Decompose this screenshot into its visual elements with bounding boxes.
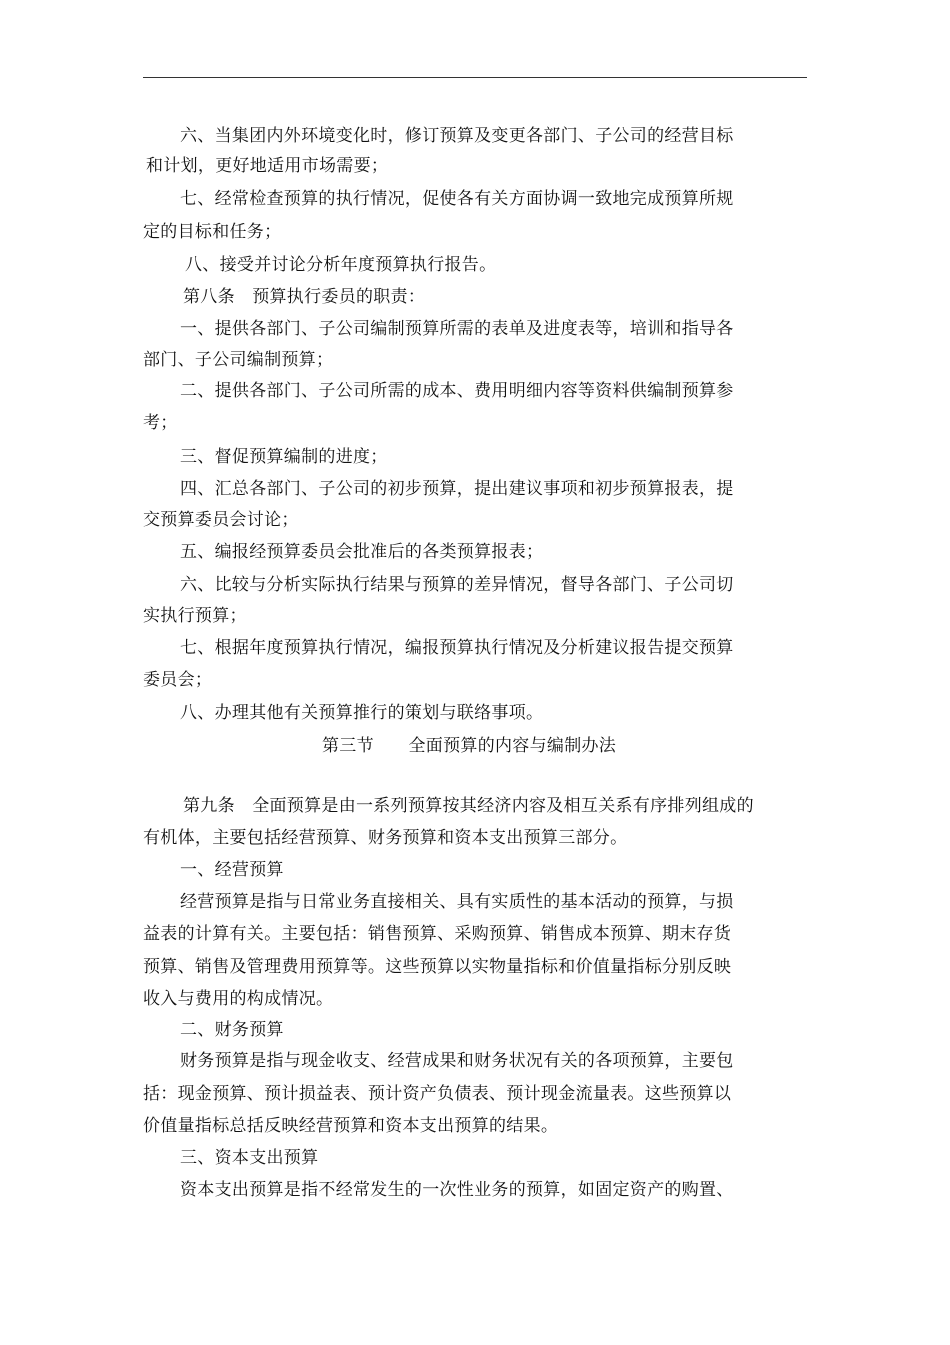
text-line: 有机体，主要包括经营预算、财务预算和资本支出预算三部分。 — [143, 828, 628, 848]
text-line: 六、当集团内外环境变化时，修订预算及变更各部门、子公司的经营目标 — [180, 126, 734, 146]
text-line: 预算、销售及管理费用预算等。这些预算以实物量指标和价值量指标分别反映 — [143, 957, 732, 977]
text-line: 八、接受并讨论分析年度预算执行报告。 — [185, 255, 497, 275]
text-line: 实执行预算； — [143, 606, 247, 626]
text-line: 部门、子公司编制预算； — [143, 350, 334, 370]
text-line: 七、根据年度预算执行情况，编报预算执行情况及分析建议报告提交预算 — [180, 638, 734, 658]
text-line: 八、办理其他有关预算推行的策划与联络事项。 — [180, 703, 544, 723]
text-line: 益表的计算有关。主要包括：销售预算、采购预算、销售成本预算、期末存货 — [143, 924, 732, 944]
text-line: 定的目标和任务； — [143, 222, 282, 242]
subheading: 二、财务预算 — [180, 1020, 284, 1040]
text-line: 委员会； — [143, 670, 213, 690]
text-line: 资本支出预算是指不经常发生的一次性业务的预算，如固定资产的购置、 — [180, 1180, 734, 1200]
text-line: 和计划，更好地适用市场需要； — [146, 156, 389, 176]
subheading: 三、资本支出预算 — [180, 1148, 319, 1168]
text-line: 收入与费用的构成情况。 — [143, 989, 334, 1009]
text-line: 一、提供各部门、子公司编制预算所需的表单及进度表等，培训和指导各 — [180, 319, 734, 339]
text-line: 第九条 全面预算是由一系列预算按其经济内容及相互关系有序排列组成的 — [183, 796, 754, 816]
text-line: 括：现金预算、预计损益表、预计资产负债表、预计现金流量表。这些预算以 — [143, 1084, 732, 1104]
text-line: 考； — [143, 413, 178, 433]
text-line: 价值量指标总括反映经营预算和资本支出预算的结果。 — [143, 1116, 559, 1136]
section-heading: 第三节 全面预算的内容与编制办法 — [322, 736, 617, 756]
text-line: 二、提供各部门、子公司所需的成本、费用明细内容等资料供编制预算参 — [180, 381, 734, 401]
text-line: 经营预算是指与日常业务直接相关、具有实质性的基本活动的预算，与损 — [180, 892, 734, 912]
text-line: 四、汇总各部门、子公司的初步预算，提出建议事项和初步预算报表，提 — [180, 479, 734, 499]
text-line: 三、督促预算编制的进度； — [180, 447, 388, 467]
text-line: 财务预算是指与现金收支、经营成果和财务状况有关的各项预算，主要包 — [180, 1051, 734, 1071]
text-line: 交预算委员会讨论； — [143, 510, 299, 530]
text-line: 五、编报经预算委员会批准后的各类预算报表； — [180, 542, 544, 562]
subheading: 一、经营预算 — [180, 860, 284, 880]
text-line: 七、经常检查预算的执行情况，促使各有关方面协调一致地完成预算所规 — [180, 189, 734, 209]
text-line: 六、比较与分析实际执行结果与预算的差异情况，督导各部门、子公司切 — [180, 575, 734, 595]
header-rule — [143, 77, 807, 78]
article-heading: 第八条 预算执行委员的职责： — [183, 287, 426, 307]
